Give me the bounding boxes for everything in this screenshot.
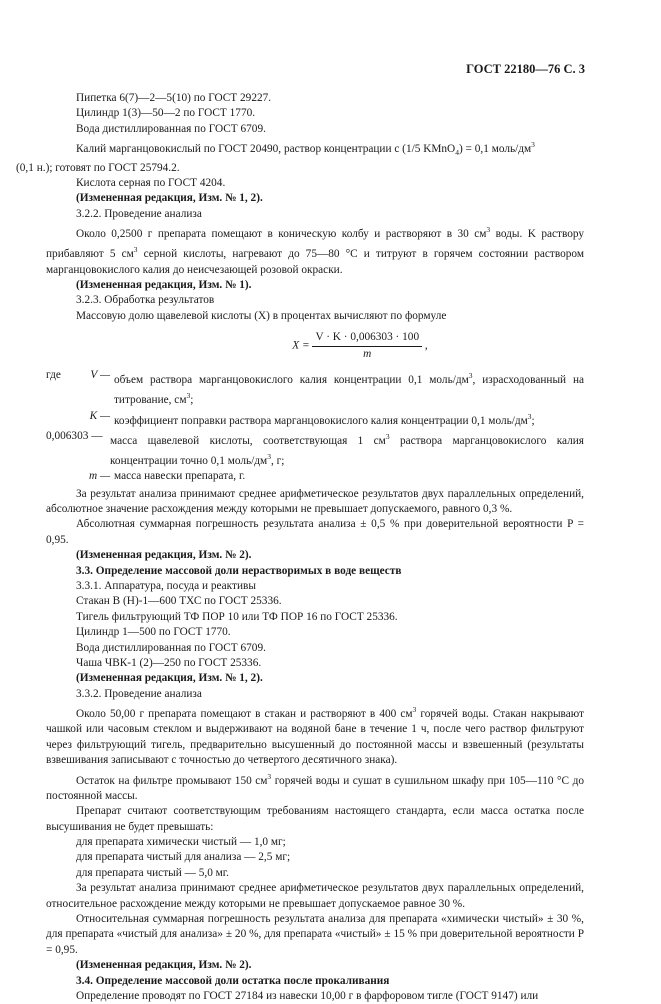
amendment-note: (Измененная редакция, Изм. № 1). [76, 279, 252, 292]
amendment-note: (Измененная редакция, Изм. № 1, 2). [76, 672, 263, 685]
variable-symbol: K — [89, 409, 110, 422]
variable-row [46, 469, 584, 484]
document-body [16, 91, 585, 1004]
variable-legend [46, 368, 584, 484]
formula-lhs: X = [292, 339, 310, 352]
section-3-2-3: 3.2.3. Обработка результатов [76, 294, 215, 307]
formula-denominator: m [363, 347, 372, 360]
line-acid: Кислота серная по ГОСТ 4204. [76, 177, 226, 190]
variable-desc: объем раствора марганцовокислого калия концентрации 0,1 моль/$дм^3$, израсходованный на титрование, $см^3$; [114, 371, 584, 407]
variable-row [46, 429, 584, 469]
result-paragraph: За результат анализа принимают среднее арифметическое результатов двух параллельных определений, абсолютное значение расхождения между которыми не превышает допускаемого, равного 0,3 %. [46, 487, 584, 515]
formula-tail: , [424, 339, 428, 352]
analysis-paragraph: Около 0,2500 г препарата помещают в коническую колбу и растворяют в 30 $см^3$ воды. K раствору прибавляют 5 $см^3$ серной кислоты, нагревают до 75—80 °С и титруют в горячем состоянии раствором марганцовокислого калия до неисчезающей розовой окраски. [46, 225, 584, 276]
line-dish: Чаша ЧВК-1 (2)—250 по ГОСТ 25336. [76, 656, 262, 669]
formula-intro: Массовую долю щавелевой кислоты (X) в процентах вычисляют по формуле [76, 309, 447, 322]
section-3-4: 3.4. Определение массовой доли остатка после прокаливания [76, 974, 390, 987]
line-cylinder: Цилиндр 1(3)—50—2 по ГОСТ 1770. [76, 107, 256, 120]
variable-row [46, 409, 584, 429]
result-paragraph-2: За результат анализа принимают среднее арифметическое результатов двух параллельных определений, относительное расхождение между которыми не превышает допускаемое равное 30 %. [46, 882, 584, 910]
limit-item: для препарата химически чистый — 1,0 мг; [76, 835, 286, 848]
amendment-note: (Измененная редакция, Изм. № 2). [76, 959, 252, 972]
variable-row [46, 368, 584, 408]
formula-fraction [312, 330, 422, 362]
section-3-3-2: 3.3.2. Проведение анализа [76, 687, 202, 700]
variable-desc: коэффициент поправки раствора марганцовокислого калия концентрации 0,1 моль/$дм^3$; [114, 411, 535, 427]
limit-item: для препарата чистый для анализа — 2,5 мг; [76, 851, 291, 864]
line-crucible: Тигель фильтрующий ТФ ПОР 10 или ТФ ПОР 16 по ГОСТ 25336. [76, 610, 398, 623]
amendment-note: (Измененная редакция, Изм. № 2). [76, 549, 252, 562]
variable-symbol: m — [88, 470, 110, 483]
amendment-note: (Измененная редакция, Изм. № 1, 2). [76, 192, 263, 205]
variable-symbol: 0,006303 — [46, 429, 103, 442]
compliance-paragraph: Препарат считают соответствующим требованиям настоящего стандарта, если масса остатка после высушивания не будет превышать: [46, 805, 584, 833]
line-pipette: Пипетка 6(7)—2—5(10) по ГОСТ 29227. [76, 92, 272, 104]
line-kmno4: Калий марганцовокислый по ГОСТ 20490, раствор концентрации c (1/5 KMnO$_4$) = 0,1 моль/$дм^3$ (0,1 н.); готовят по ГОСТ 25794.2. [16, 140, 535, 174]
formula-numerator: V · K · 0,006303 · 100 [312, 330, 422, 346]
error-paragraph: Абсолютная суммарная погрешность результата анализа ± 0,5 % при доверительной вероятности P = 0,95. [46, 518, 584, 546]
line-water: Вода дистиллированная по ГОСТ 6709. [76, 122, 266, 135]
residue-paragraph: Остаток на фильтре промывают 150 $см^3$ горячей воды и сушат в сушильном шкафу при 105—110 °С до постоянной массы. [46, 771, 585, 802]
section-3-3-1: 3.3.1. Аппаратура, посуда и реактивы [76, 579, 256, 592]
section-3-3: 3.3. Определение массовой доли нерастворимых в воде веществ [76, 564, 402, 577]
line-cylinder-500: Цилиндр 1—500 по ГОСТ 1770. [76, 626, 231, 639]
ignition-paragraph: Определение проводят по ГОСТ 27184 из навески 10,00 г в фарфоровом тигле (ГОСТ 9147) или [76, 990, 539, 1003]
dissolve-paragraph: Около 50,00 г препарата помещают в стакан и растворяют в 400 $см^3$ горячей воды. Стакан накрывают чашкой или часовым стеклом и выдерживают на водяной бане в течение 1 ч, после чего раствор фильтруют через фильтрующий тигель, предварительно высушенный до постоянной массы и взвешенный (результаты взвешивания записывают с точностью до четвертого десятичного знака). [46, 705, 584, 767]
variable-desc: масса навески препарата, г. [114, 470, 246, 483]
where-label: где [46, 369, 61, 382]
variable-symbol: V — [90, 369, 110, 382]
page-header: ГОСТ 22180—76 С. 3 [466, 62, 585, 76]
formula [136, 330, 584, 364]
limit-item: для препарата чистый — 5,0 мг. [76, 866, 229, 879]
section-3-2-2: 3.2.2. Проведение анализа [76, 207, 202, 220]
line-water-2: Вода дистиллированная по ГОСТ 6709. [76, 641, 266, 654]
line-beaker: Стакан В (Н)-1—600 ТХС по ГОСТ 25336. [76, 595, 282, 608]
error-paragraph-2: Относительная суммарная погрешность результата анализа для препарата «химически чистый» ± 30 %, для препарата «чистый для анализа» ± 20 %, для препарата «чистый» ± 15 % при доверительной вероятности P = 0,95. [46, 913, 584, 956]
variable-desc: масса щавелевой кислоты, соответствующая 1 $см^3$ раствора марганцовокислого калия концентрации точно 0,1 моль/$дм^3$, г; [110, 431, 585, 467]
